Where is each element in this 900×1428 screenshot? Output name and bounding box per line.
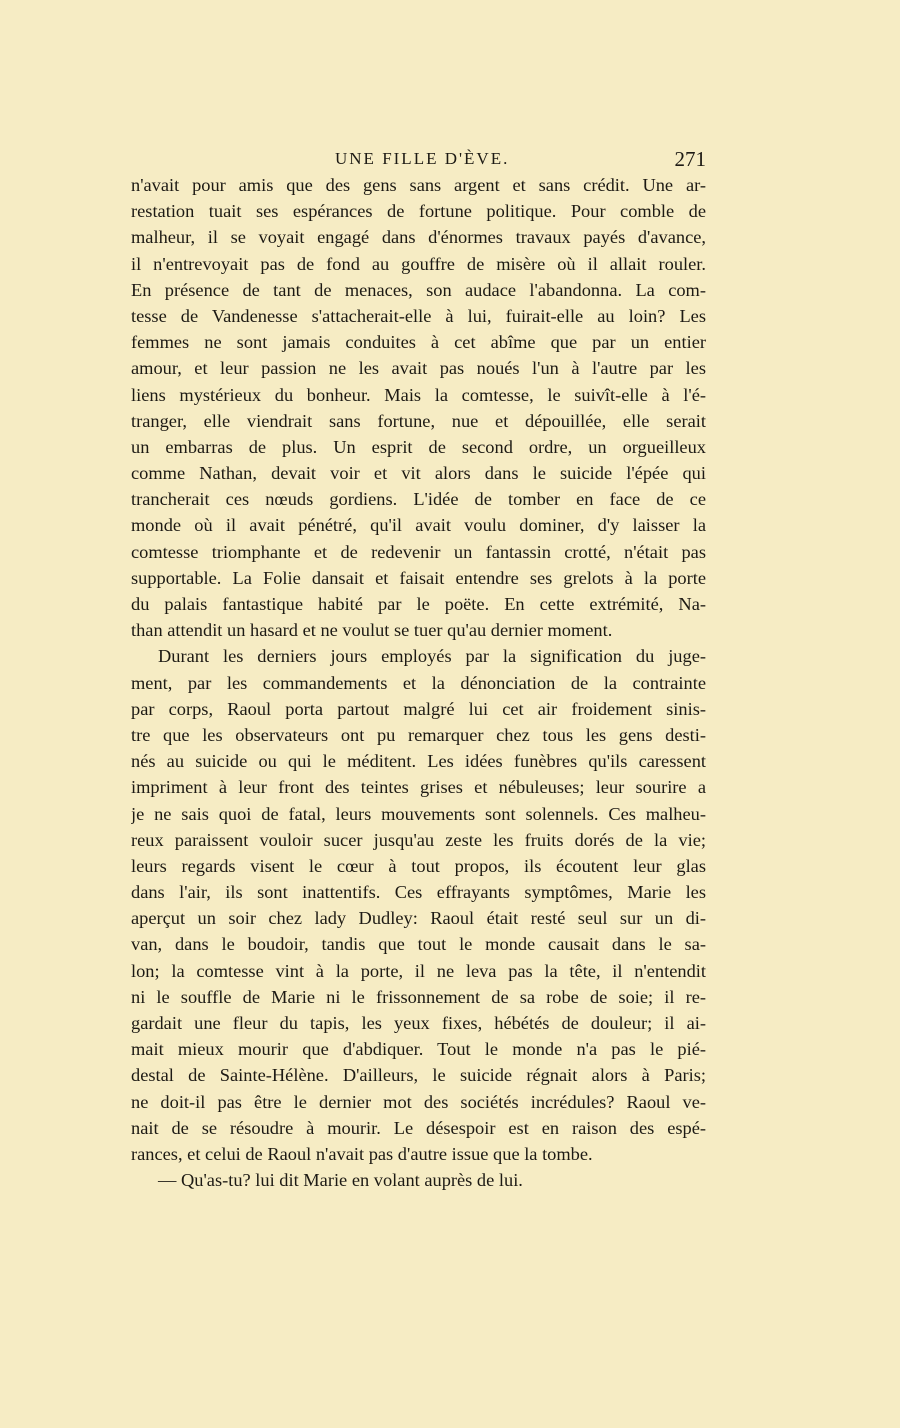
text-line: tesse de Vandenesse s'attacherait-elle à lui, fuirait-elle au loin? Les [131,305,706,326]
text-line: destal de Sainte-Hélène. D'ailleurs, le suicide régnait alors à Paris; [131,1065,706,1086]
page-number: 271 [674,147,706,171]
text-line: reux paraissent vouloir sucer jusqu'au zeste les fruits dorés de la vie; [131,829,706,850]
text-line: supportable. La Folie dansait et faisait entendre ses grelots à la porte [131,567,706,588]
text-line: comtesse triomphante et de redevenir un fantassin crotté, n'était pas [131,541,706,562]
text-line: impriment à leur front des teintes grises et nébuleuses; leur sourire a [131,777,706,798]
text-line: ni le souffle de Marie ni le frissonnement de sa robe de soie; il re- [131,986,706,1007]
text-line: nait de se résoudre à mourir. Le désespoir est en raison des espé- [131,1117,706,1138]
text-line: gardait une fleur du tapis, les yeux fixes, hébétés de douleur; il ai- [131,1013,706,1033]
running-title: UNE FILLE D'ÈVE. [335,149,510,168]
page-header [131,144,706,174]
text-line: mait mieux mourir que d'abdiquer. Tout le monde n'a pas le pié- [131,1039,706,1060]
text-line: amour, et leur passion ne les avait pas noués l'un à l'autre par les [131,358,706,379]
text-line: En présence de tant de menaces, son audace l'abandonna. La com- [131,279,706,300]
text-line: Durant les derniers jours employés par la signification du juge- [158,646,706,667]
text-line: malheur, il se voyait engagé dans d'énormes travaux payés d'avance, [131,227,706,248]
text-line: van, dans le boudoir, tandis que tout le monde causait dans le sa- [131,934,706,955]
text-line: ment, par les commandements et la dénonciation de la contrainte [131,672,706,693]
text-line: liens mystérieux du bonheur. Mais la comtesse, le suivît-elle à l'é- [131,384,706,405]
text-line: aperçut un soir chez lady Dudley: Raoul était resté seul sur un di- [131,908,706,929]
text-line: un embarras de plus. Un esprit de second ordre, un orgueilleux [131,436,706,457]
text-line: je ne sais quoi de fatal, leurs mouvements sont solennels. Ces malheu- [131,803,706,824]
text-line: lon; la comtesse vint à la porte, il ne leva pas la tête, il n'entendit [131,960,706,981]
text-line: rances, et celui de Raoul n'avait pas d'autre issue que la tombe. [131,1143,593,1164]
text-line: restation tuait ses espérances de fortune politique. Pour comble de [131,201,706,222]
text-line: — Qu'as-tu? lui dit Marie en volant auprès de lui. [158,1170,523,1191]
text-line: tranger, elle viendrait sans fortune, nue et dépouillée, elle serait [131,410,706,431]
text-line: comme Nathan, devait voir et vit alors dans le suicide l'épée qui [131,463,706,484]
body-text [131,172,706,1193]
text-line: femmes ne sont jamais conduites à cet abîme que par un entier [131,332,706,353]
text-line: il n'entrevoyait pas de fond au gouffre de misère où il allait rouler. [131,253,706,274]
text-line: tre que les observateurs ont pu remarquer chez tous les gens desti- [131,724,706,745]
text-line: nés au suicide ou qui le méditent. Les idées funèbres qu'ils caressent [131,751,706,772]
text-line: than attendit un hasard et ne voulut se tuer qu'au dernier moment. [131,620,613,641]
text-line: trancherait ces nœuds gordiens. L'idée de tomber en face de ce [131,489,706,510]
text-line: du palais fantastique habité par le poëte. En cette extrémité, Na- [131,594,706,614]
text-line: dans l'air, ils sont inattentifs. Ces effrayants symptômes, Marie les [131,882,706,903]
text-line: leurs regards visent le cœur à tout propos, ils écoutent leur glas [131,855,706,876]
text-line: monde où il avait pénétré, qu'il avait voulu dominer, d'y laisser la [131,515,706,536]
text-line: n'avait pour amis que des gens sans argent et sans crédit. Une ar- [131,175,706,195]
text-line: par corps, Raoul porta partout malgré lui cet air froidement sinis- [131,698,706,719]
text-line: ne doit-il pas être le dernier mot des sociétés incrédules? Raoul ve- [131,1091,706,1112]
